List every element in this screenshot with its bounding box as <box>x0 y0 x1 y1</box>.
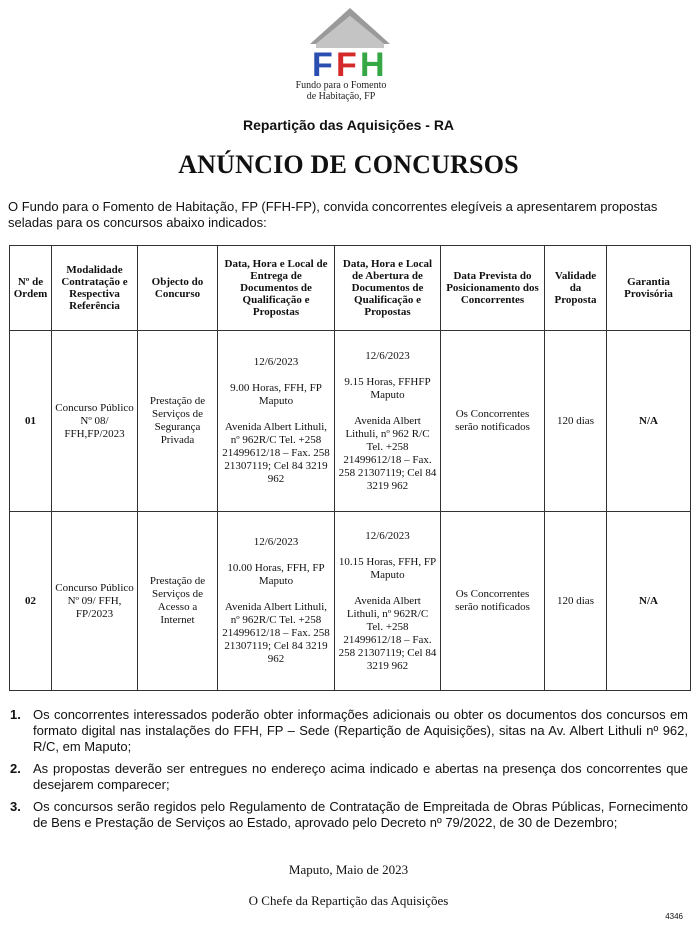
cell-delivery <box>218 512 335 691</box>
note-item <box>8 799 688 831</box>
note-item <box>8 707 688 755</box>
cell-validity: 120 dias <box>545 512 607 691</box>
header-modality: Modalidade Contratação e Respectiva Referência <box>52 246 138 331</box>
logo-caption-line2: de Habitação, FP <box>306 91 376 102</box>
svg-text:H: H <box>360 46 385 84</box>
header-positioning: Data Prevista do Posicionamento dos Concorrentes <box>441 246 545 331</box>
table-header-row <box>10 246 691 331</box>
cell-guarantee: N/A <box>607 331 691 512</box>
cell-order: 02 <box>10 512 52 691</box>
notes-list <box>8 707 688 837</box>
header-order: Nº de Ordem <box>10 246 52 331</box>
logo-caption-line1: Fundo para o Fomento <box>295 80 387 91</box>
reference-number: 4346 <box>665 912 683 921</box>
svg-text:F: F <box>312 46 333 84</box>
delivery-date: 12/6/2023 <box>253 536 299 548</box>
delivery-address: Avenida Albert Lithuli, nº 962R/C Tel. +258 21499612/18 – Fax. 258 21307119; Cel 84 3219 962 <box>222 421 330 485</box>
note-text: As propostas deverão ser entregues no endereço acima indicado e abertas na presença dos concorrentes que desejarem comparecer; <box>33 761 688 792</box>
intro-paragraph: O Fundo para o Fomento de Habitação, FP (FFH-FP), convida concorrentes elegíveis a apresentarem propostas seladas para os concursos abaixo indicados: <box>8 199 658 230</box>
cell-positioning: Os Concorrentes serão notificados <box>441 331 545 512</box>
delivery-time: 10.00 Horas, FFH, FP Maputo <box>227 562 325 587</box>
opening-date: 12/6/2023 <box>365 349 410 362</box>
cell-guarantee: N/A <box>607 512 691 691</box>
table-row <box>10 512 691 691</box>
delivery-address: Avenida Albert Lithuli, nº 962R/C Tel. +258 21499612/18 – Fax. 258 21307119; Cel 84 3219 962 <box>222 601 330 665</box>
cell-positioning: Os Concorrentes serão notificados <box>441 512 545 691</box>
delivery-date: 12/6/2023 <box>253 356 299 368</box>
cell-modality: Concurso Público Nº 08/ FFH,FP/2023 <box>52 331 138 512</box>
cell-delivery <box>218 331 335 512</box>
opening-time: 9.15 Horas, FFHFP Maputo <box>344 375 431 401</box>
delivery-time: 9.00 Horas, FFH, FP Maputo <box>230 382 322 407</box>
tenders-table <box>9 245 691 691</box>
place-date: Maputo, Maio de 2023 <box>288 862 409 877</box>
svg-text:F: F <box>336 46 357 84</box>
header-guarantee: Garantia Provisória <box>607 246 691 331</box>
opening-address: Avenida Albert Lithuli, nº 962R/C Tel. +258 21499612/18 – Fax. 258 21307119; Cel 84 3219 962 <box>338 594 437 672</box>
note-number: 2. <box>10 761 21 776</box>
cell-object: Prestação de Serviços de Segurança Privada <box>138 331 218 512</box>
header-object: Objecto do Concurso <box>138 246 218 331</box>
note-text: Os concorrentes interessados poderão obter informações adicionais ou obter os documentos dos concursos em formato digital nas instalações do FFH, FP – Sede (Repartição de Aquisições), sitas na Av. Albert Lithuli nº 962, R/C, em Maputo; <box>33 707 688 754</box>
cell-opening <box>335 331 441 512</box>
opening-date: 12/6/2023 <box>365 529 410 542</box>
header-opening: Data, Hora e Local de Abertura de Documentos de Qualificação e Propostas <box>335 246 441 331</box>
cell-object: Prestação de Serviços de Acesso a Internet <box>138 512 218 691</box>
cell-validity: 120 dias <box>545 331 607 512</box>
opening-address: Avenida Albert Lithuli, nº 962 R/C Tel. +258 21499612/18 – Fax. 258 21307119; Cel 84 3219 962 <box>338 414 437 492</box>
page-title: ANÚNCIO DE CONCURSOS <box>178 150 519 179</box>
department-heading: Repartição das Aquisições - RA <box>242 117 455 133</box>
signer: O Chefe da Repartição das Aquisições <box>248 893 449 908</box>
cell-modality: Concurso Público Nº 09/ FFH, FP/2023 <box>52 512 138 691</box>
note-item <box>8 761 688 793</box>
cell-order: 01 <box>10 331 52 512</box>
note-number: 3. <box>10 799 21 814</box>
logo-caption <box>286 80 396 102</box>
header-delivery: Data, Hora e Local de Entrega de Documentos de Qualificação e Propostas <box>218 246 335 331</box>
header-validity: Validade da Proposta <box>545 246 607 331</box>
cell-opening <box>335 512 441 691</box>
note-number: 1. <box>10 707 21 722</box>
note-text: Os concursos serão regidos pelo Regulamento de Contratação de Empreitada de Obras Públicas, Fornecimento de Bens e Prestação de Serviços ao Estado, aprovado pelo Decreto nº 79/2022, de 30 de Dezembro; <box>33 799 688 830</box>
table-row <box>10 331 691 512</box>
opening-time: 10.15 Horas, FFH, FP Maputo <box>338 555 437 581</box>
